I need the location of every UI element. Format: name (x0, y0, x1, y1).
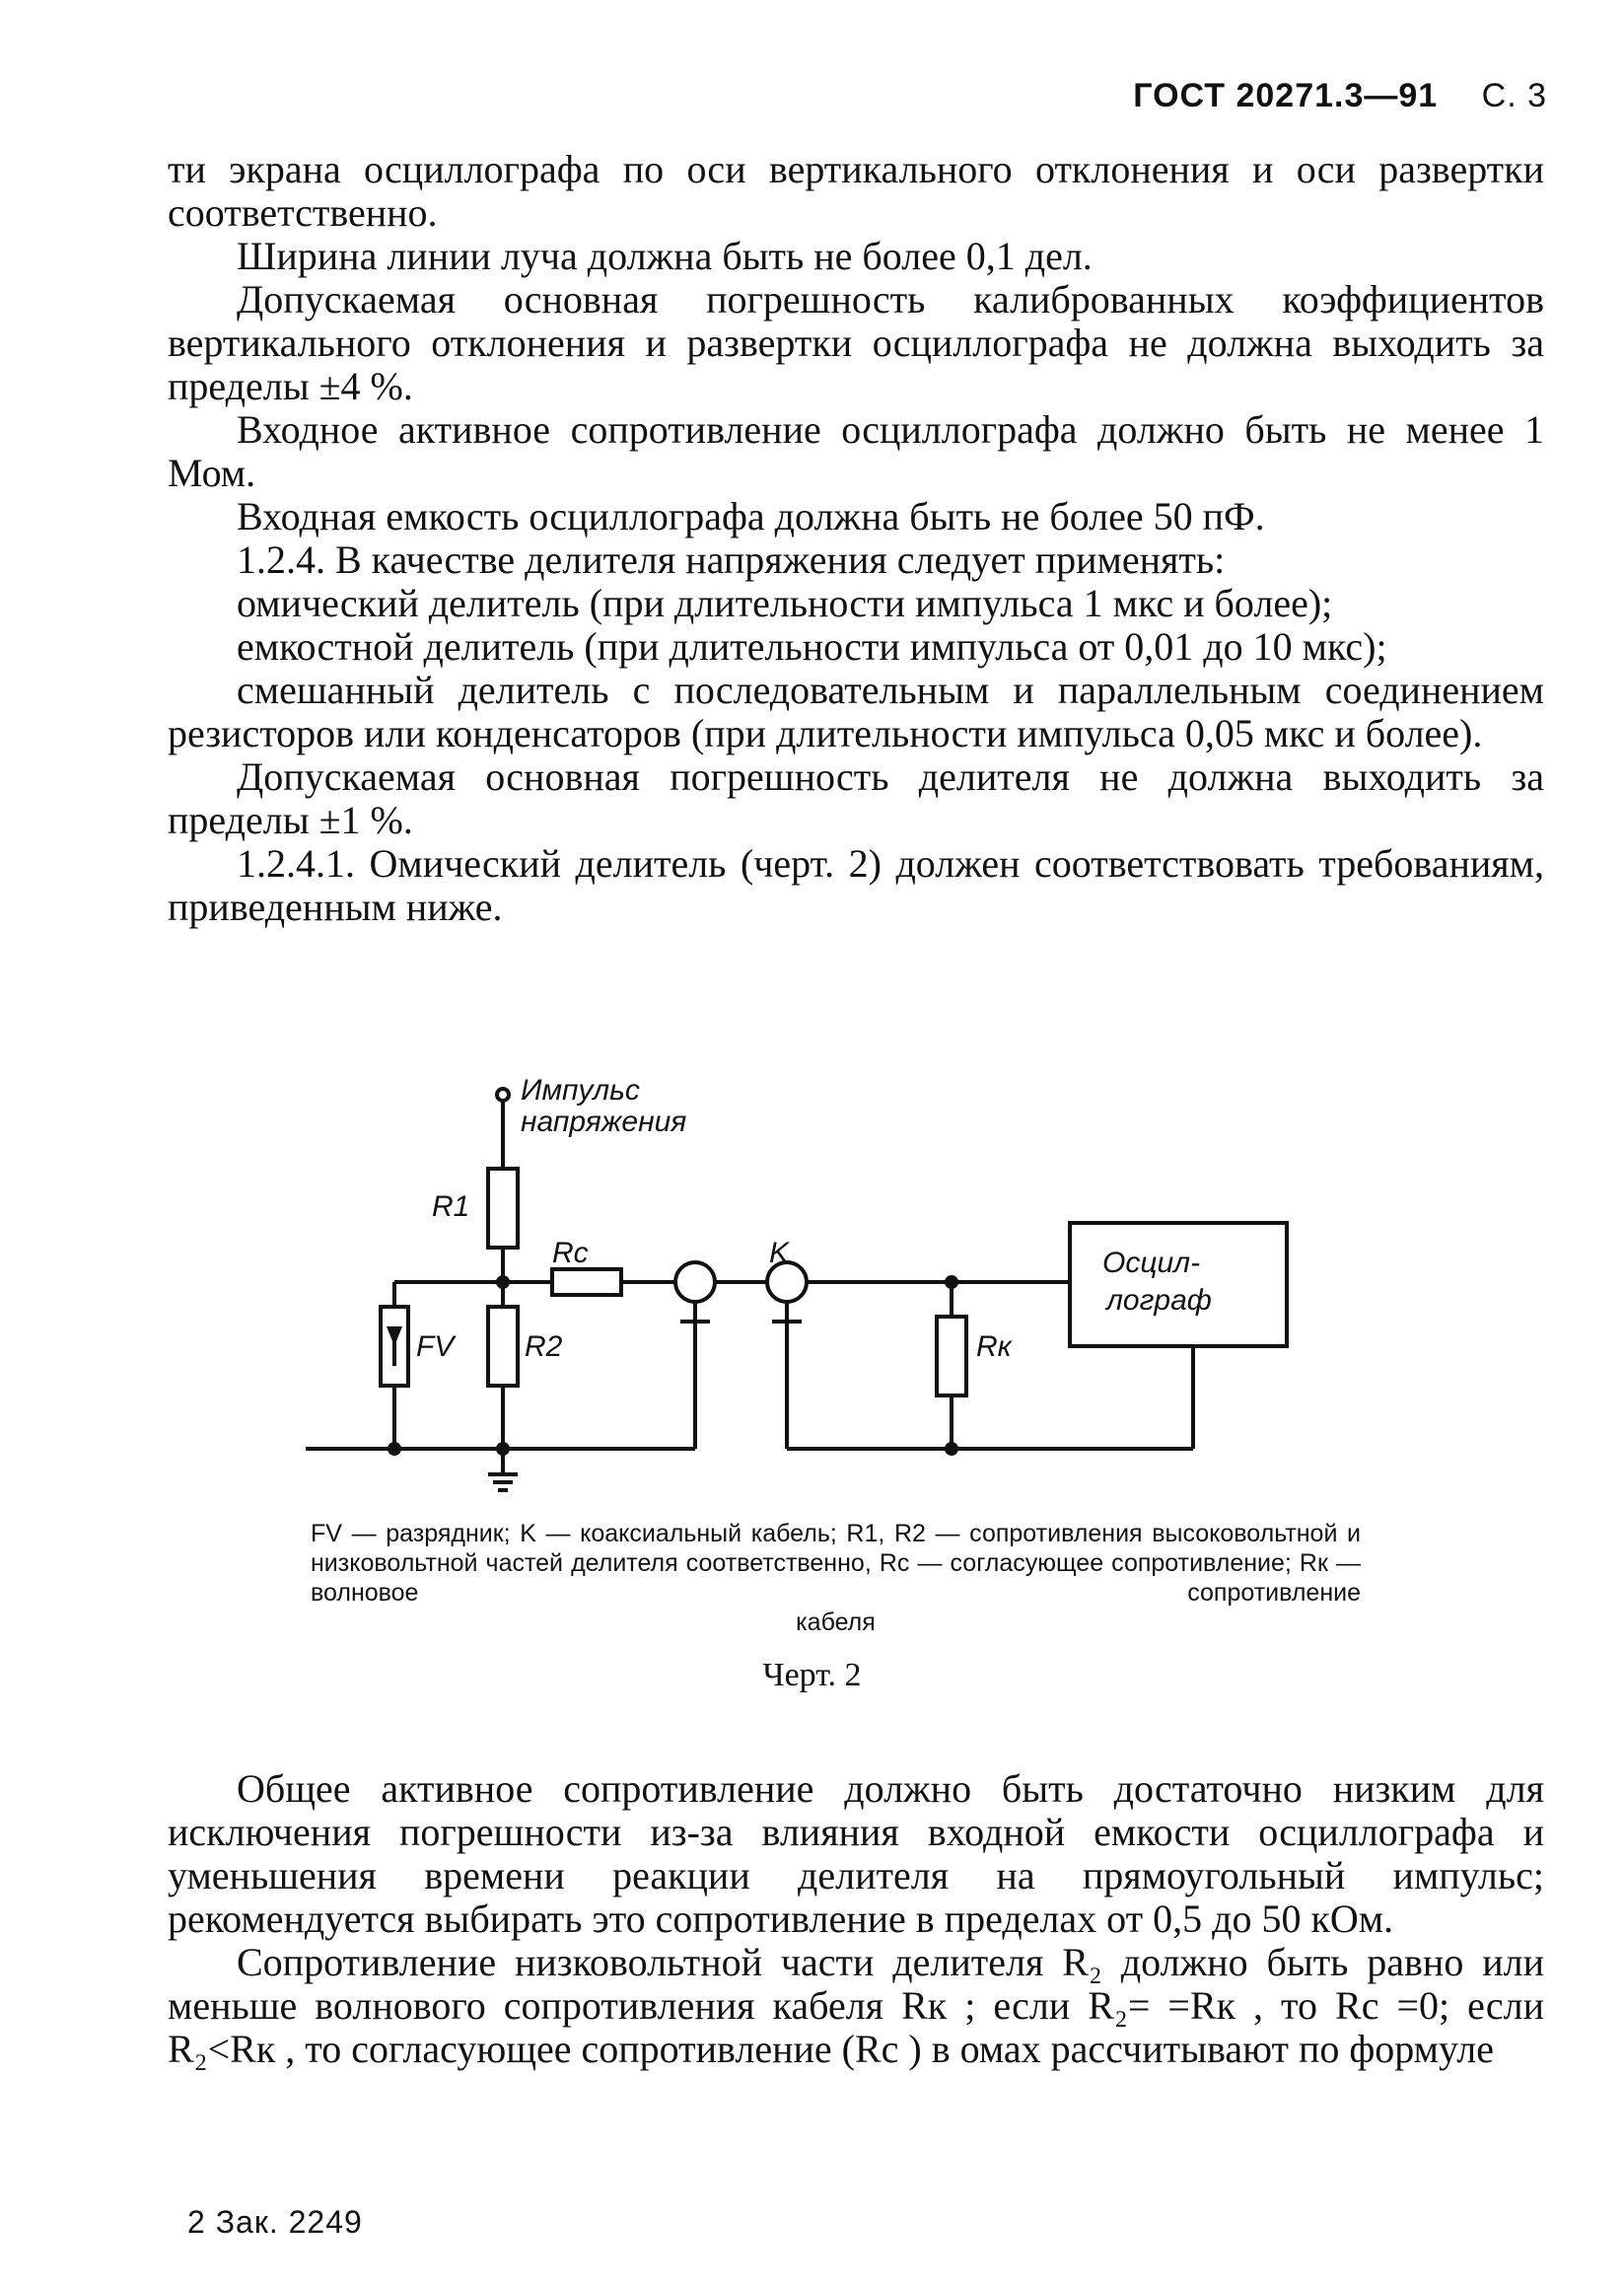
resistor-r1-icon (488, 1169, 518, 1248)
input-label: напряжения (521, 1106, 687, 1138)
paragraph: омический делитель (при длительности импульса 1 мкс и более); (237, 581, 1333, 625)
paragraph: 1.2.4. В качестве делителя напряжения следует применять: (237, 537, 1226, 582)
divider-circuit-diagram (306, 1070, 1371, 1494)
page-footer: 2 Зак. 2249 (187, 2204, 363, 2240)
paragraph: емкостной делитель (при длительности импульса от 0,01 до 10 мкс); (237, 624, 1387, 669)
standard-number: ГОСТ 20271.3—91 (1133, 77, 1439, 114)
input-label: Импульс (521, 1074, 640, 1107)
paragraph: Сопротивление низковольтной части делителя R₂ должно быть равно или меньше волнового сопротивления кабеля Rк ; если R₂= =Rк , то Rc =0; если R₂<Rк , то согласующее сопротивление (Rc ) в омах рассчитывают по формуле (168, 1940, 1544, 2071)
rc-label: Rc (552, 1237, 589, 1269)
circuit-svg (306, 1070, 1371, 1494)
paragraph: Допускаемая основная погрешность делителя не должна выходить за пределы ±1 %. (168, 754, 1544, 842)
paragraph: 1.2.4.1. Омический делитель (черт. 2) должен соответствовать требованиям, приведенным ниже. (168, 841, 1544, 929)
paragraph: ти экрана осциллографа по оси вертикального отклонения и оси развертки соответственно. (168, 147, 1544, 235)
resistor-rk-icon (937, 1317, 966, 1395)
oscilloscope-label: Осцил- (1102, 1247, 1201, 1279)
r1-label: R1 (432, 1190, 470, 1223)
rk-label: Rк (976, 1330, 1012, 1363)
paragraph: Общее активное сопротивление должно быть достаточно низким для исключения погрешности из-за влияния входной емкости осциллографа и уменьшения времени реакции делителя на прямоугольный импульс; рекомендуется выбирать это сопротивление в пределах от 0,5 до 50 кОм. (168, 1766, 1544, 1941)
page-number: С. 3 (1481, 77, 1547, 114)
paragraph: Допускаемая основная погрешность калиброванных коэффициентов вертикального отклонения и развертки осциллографа не должна выходить за пределы ±4 %. (168, 277, 1544, 408)
paragraph: Ширина линии луча должна быть не более 0,1 дел. (237, 234, 1093, 278)
resistor-rc-icon (552, 1269, 621, 1295)
paragraph: смешанный делитель с последовательным и параллельным соединением резисторов или конденсаторов (при длительности импульса 0,05 мкс и более). (168, 668, 1544, 755)
oscilloscope-label: лограф (1106, 1284, 1212, 1317)
connector-icon (675, 1262, 715, 1302)
page-header (1133, 77, 1547, 115)
paragraph: Входная емкость осциллографа должна быть не более 50 пФ. (237, 494, 1265, 538)
figure-caption (311, 1519, 1361, 1637)
k-label: K (769, 1237, 790, 1269)
r2-label: R2 (525, 1330, 563, 1363)
body-text-bottom (168, 1767, 1544, 2071)
input-terminal-icon (497, 1089, 509, 1101)
caption-text-end: кабеля (796, 1609, 876, 1636)
resistor-r2-icon (488, 1307, 518, 1386)
caption-text: FV — разрядник; K — коаксиальный кабель; R1, R2 — сопротивления высоковольтной и низковольтной частей делителя соответственно, Rc — согласующее сопротивление; Rк — волновое сопротивление (311, 1520, 1361, 1607)
body-text-top (168, 148, 1544, 929)
paragraph: Входное активное сопротивление осциллографа должно быть не менее 1 Мом. (168, 407, 1544, 495)
fv-label: FV (416, 1330, 455, 1363)
figure-title: Черт. 2 (762, 1657, 862, 1693)
